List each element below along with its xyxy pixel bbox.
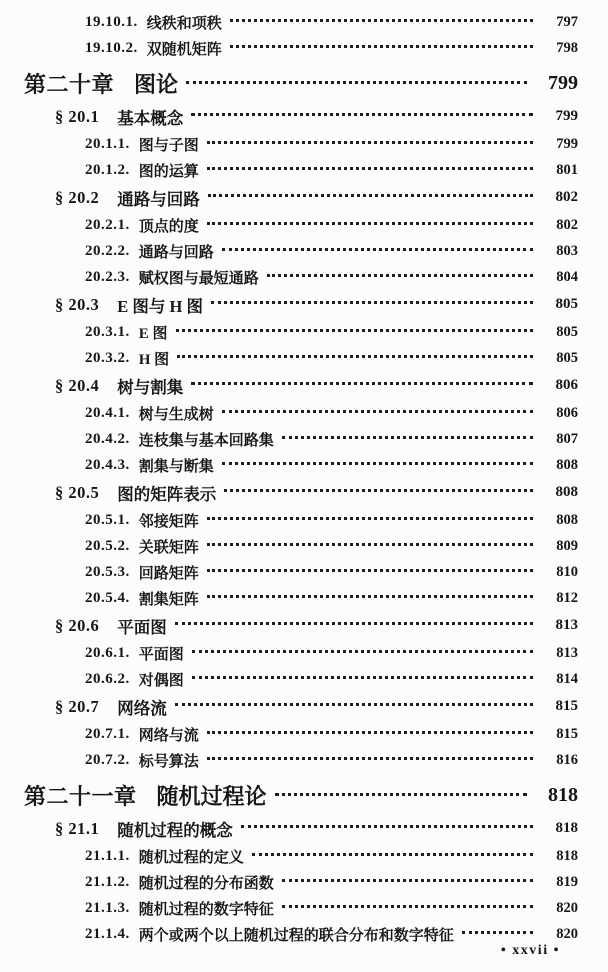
toc-entry-page: 818 [556, 847, 578, 864]
toc-entry-number: 第二十一章 [24, 783, 137, 809]
toc-entry-section [0, 290, 578, 319]
toc-entry-sub [0, 345, 578, 371]
toc-entry-section [0, 478, 578, 507]
toc-entry-number: 20.5.3. [85, 563, 130, 580]
toc-entry-sub [0, 640, 578, 666]
dot-leader [222, 462, 533, 465]
toc-entry-section [0, 611, 578, 640]
toc-entry-number: 20.1.1. [85, 135, 130, 152]
toc-entry-title: 连枝集与基本回路集 [138, 432, 274, 449]
toc-entry-title: E 图与 H 图 [117, 296, 203, 316]
toc-entry-title: 树与生成树 [138, 406, 214, 423]
dot-leader [275, 793, 527, 796]
dot-leader [207, 543, 533, 546]
dot-leader [230, 19, 533, 22]
toc-entry-number: 20.5.2. [85, 537, 130, 554]
toc-entry-number: 19.10.2. [85, 39, 138, 56]
toc-entry-sub [0, 400, 578, 426]
toc-entry-number: 20.7.2. [85, 751, 130, 768]
toc-entry-page: 813 [555, 617, 578, 633]
dot-leader [241, 825, 533, 828]
toc-entry-number: 19.10.1. [85, 13, 138, 30]
toc-entry-page: 802 [556, 216, 578, 233]
dot-leader [207, 731, 533, 734]
toc-entry-title: 网络流 [117, 698, 167, 718]
toc-entry-page: 805 [555, 296, 578, 312]
toc-entry-number: § 20.6 [55, 615, 100, 635]
dot-leader [176, 329, 533, 332]
page-number-footer: • xxvii • [500, 943, 560, 958]
toc-entry-number: 20.2.3. [85, 268, 130, 285]
toc-entry-number: 20.4.1. [85, 404, 130, 421]
toc-entry-title: 图与子图 [138, 137, 199, 154]
toc-entry-number: 20.5.1. [85, 511, 130, 528]
toc-entry-title: 双随机矩阵 [146, 41, 222, 58]
toc-entry-number: 20.2.2. [85, 242, 130, 259]
toc-entry-number: § 20.3 [55, 294, 100, 314]
toc-entry-page: 797 [556, 13, 578, 30]
toc-entry-number: 21.1.4. [85, 925, 130, 942]
toc-entry-title: 标号算法 [138, 753, 199, 770]
dot-leader [192, 650, 533, 653]
dot-leader [267, 274, 533, 277]
toc-entry-page: 806 [555, 377, 578, 393]
toc-entry-sub [0, 35, 578, 61]
toc-entry-sub [0, 157, 578, 183]
toc-entry-title: 图的运算 [138, 163, 199, 180]
toc-entry-page: 804 [556, 268, 578, 285]
toc-entry-page: 809 [556, 537, 578, 554]
toc-entry-title: 树与割集 [117, 377, 184, 397]
toc-entry-number: § 20.4 [55, 375, 100, 395]
toc-entry-section [0, 371, 578, 400]
toc-entry-sub [0, 238, 578, 264]
toc-entry-page: 818 [548, 783, 578, 806]
dot-leader [208, 194, 533, 197]
toc-entry-page: 820 [556, 925, 578, 942]
toc-entry-title: 顶点的度 [138, 218, 199, 235]
toc-entry-sub [0, 843, 578, 869]
toc-entry-title: 割集与断集 [138, 458, 214, 475]
toc-entry-title: H 图 [138, 351, 170, 368]
toc-entry-title: 两个或两个以上随机过程的联合分布和数字特征 [138, 927, 454, 944]
toc-entry-sub [0, 895, 578, 921]
toc-entry-chapter [0, 64, 578, 102]
dot-leader [224, 489, 533, 492]
toc-entry-page: 816 [556, 751, 578, 768]
toc-entry-page: 815 [555, 698, 578, 714]
dot-leader [207, 141, 533, 144]
toc-entry-section [0, 692, 578, 721]
dot-leader [207, 222, 533, 225]
toc-entry-number: 20.6.2. [85, 670, 130, 687]
toc-entry-number: 20.5.4. [85, 589, 130, 606]
dot-leader [207, 757, 533, 760]
toc-entry-title: 平面图 [117, 617, 167, 637]
toc-entry-number: § 20.7 [55, 696, 100, 716]
toc-entry-page: 820 [556, 899, 578, 916]
toc-entry-page: 801 [556, 161, 578, 178]
toc-entry-title: 随机过程论 [156, 783, 267, 809]
toc-entry-number: 20.2.1. [85, 216, 130, 233]
toc-entry-sub [0, 721, 578, 747]
toc-entry-number: § 20.1 [55, 106, 100, 126]
toc-entry-number: 20.1.2. [85, 161, 130, 178]
dot-leader [282, 436, 533, 439]
toc-entry-page: 805 [556, 349, 578, 366]
toc-entry-section [0, 102, 578, 131]
dot-leader [252, 853, 533, 856]
toc-entry-title: 邻接矩阵 [138, 513, 199, 530]
toc-entry-title: 对偶图 [138, 672, 184, 689]
toc-entry-page: 803 [556, 242, 578, 259]
dot-leader [222, 248, 533, 251]
dot-leader [282, 879, 533, 882]
toc-entry-page: 802 [555, 189, 578, 205]
toc-entry-number: 第二十章 [24, 71, 115, 97]
toc-entry-chapter [0, 776, 578, 814]
dot-leader [207, 167, 533, 170]
toc-entry-page: 805 [556, 323, 578, 340]
toc-entry-page: 812 [556, 589, 578, 606]
toc-entry-title: 随机过程的分布函数 [138, 875, 274, 892]
toc-entry-sub [0, 264, 578, 290]
toc-entry-page: 818 [555, 820, 578, 836]
toc-entry-page: 815 [556, 725, 578, 742]
toc-entry-page: 806 [556, 404, 578, 421]
toc-entry-page: 808 [555, 484, 578, 500]
toc-entry-number: 20.3.1. [85, 323, 130, 340]
toc-entry-title: 图的矩阵表示 [117, 484, 217, 504]
toc-entry-sub [0, 921, 578, 947]
toc-entry-number: 20.4.3. [85, 456, 130, 473]
toc-entry-page: 808 [556, 511, 578, 528]
toc-entry-page: 810 [556, 563, 578, 580]
toc-entry-title: 随机过程的定义 [138, 849, 244, 866]
dot-leader [282, 905, 533, 908]
toc-entry-page: 798 [556, 39, 578, 56]
toc-entry-number: 20.6.1. [85, 644, 130, 661]
dot-leader [207, 517, 533, 520]
dot-leader [191, 113, 533, 116]
toc-entry-sub [0, 131, 578, 157]
toc-entry-title: 基本概念 [117, 108, 184, 128]
toc-entry-sub [0, 426, 578, 452]
toc-entry-title: 割集矩阵 [138, 591, 199, 608]
toc-entry-number: § 21.1 [55, 818, 100, 838]
toc-entry-sub [0, 747, 578, 773]
toc-entry-title: 随机过程的数字特征 [138, 901, 274, 918]
toc-entry-number: § 20.5 [55, 482, 100, 502]
toc-entry-number: 20.7.1. [85, 725, 130, 742]
toc-entry-title: 网络与流 [138, 727, 199, 744]
toc-entry-sub [0, 585, 578, 611]
toc-entry-sub [0, 666, 578, 692]
toc-entry-page: 819 [556, 873, 578, 890]
dot-leader [177, 355, 533, 358]
toc-entry-page: 813 [556, 644, 578, 661]
toc-entry-number: 21.1.3. [85, 899, 130, 916]
toc-entry-sub [0, 507, 578, 533]
dot-leader [175, 622, 533, 625]
toc-entry-sub [0, 533, 578, 559]
dot-leader [462, 931, 533, 934]
dot-leader [192, 676, 533, 679]
toc-entry-sub [0, 452, 578, 478]
toc-entry-title: 平面图 [138, 646, 184, 663]
toc-entry-title: 赋权图与最短通路 [138, 270, 259, 287]
dot-leader [222, 410, 533, 413]
toc-entry-title: 线秩和项秩 [146, 15, 222, 32]
dot-leader [207, 569, 533, 572]
toc-entry-page: 807 [556, 430, 578, 447]
toc-entry-page: 799 [548, 71, 578, 94]
toc-entry-section [0, 814, 578, 843]
toc-entry-number: 21.1.1. [85, 847, 130, 864]
dot-leader [230, 45, 533, 48]
toc-entry-page: 814 [556, 670, 578, 687]
toc-entry-number: 21.1.2. [85, 873, 130, 890]
toc-entry-page: 799 [555, 108, 578, 124]
dot-leader [191, 382, 533, 385]
toc-entry-sub [0, 559, 578, 585]
toc-entry-page: 799 [556, 135, 578, 152]
toc-entry-sub [0, 869, 578, 895]
dot-leader [207, 595, 533, 598]
toc-entry-number: § 20.2 [55, 187, 100, 207]
toc-entry-title: 随机过程的概念 [117, 820, 233, 840]
toc-entry-sub [0, 319, 578, 345]
dot-leader [186, 81, 527, 84]
toc-entry-section [0, 183, 578, 212]
toc-entry-title: E 图 [138, 325, 168, 342]
toc-entry-number: 20.4.2. [85, 430, 130, 447]
toc-entry-title: 回路矩阵 [138, 565, 199, 582]
dot-leader [175, 703, 533, 706]
dot-leader [211, 301, 533, 304]
toc-entry-sub [0, 9, 578, 35]
toc-entry-page: 808 [556, 456, 578, 473]
toc-entry-title: 图论 [134, 71, 179, 97]
toc-entry-title: 关联矩阵 [138, 539, 199, 556]
toc-entry-title: 通路与回路 [138, 244, 214, 261]
toc-entry-title: 通路与回路 [117, 189, 200, 209]
toc-entry-sub [0, 212, 578, 238]
toc-entry-number: 20.3.2. [85, 349, 130, 366]
